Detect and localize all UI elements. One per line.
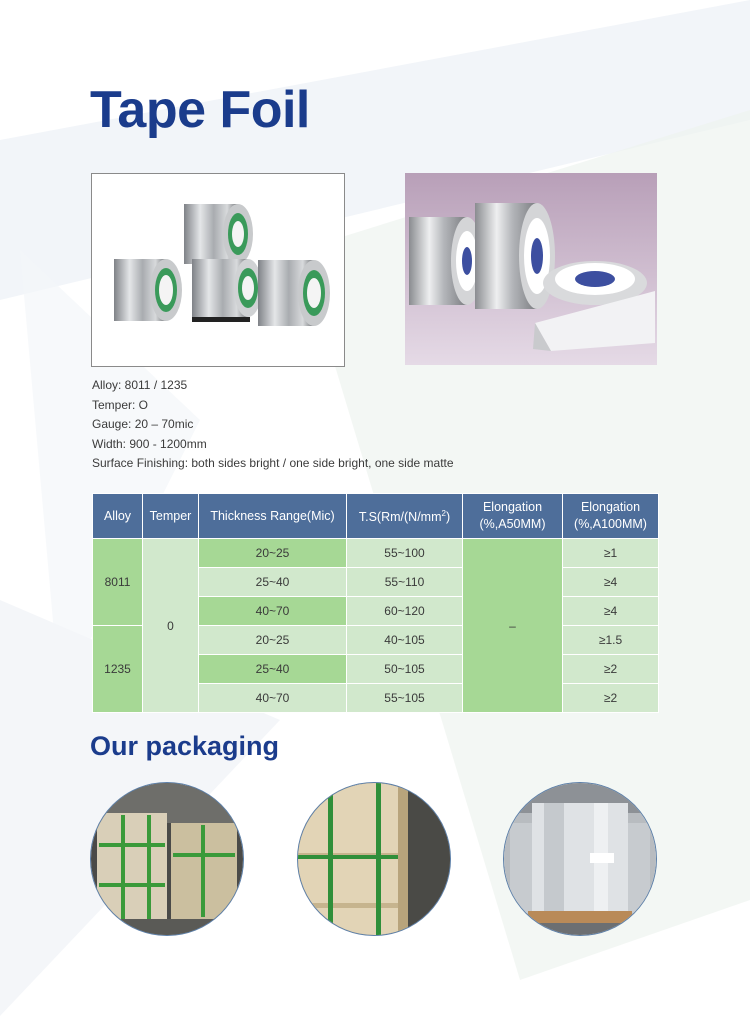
header-ts-sup: 2 — [441, 509, 446, 519]
cell-thickness: 40~70 — [199, 597, 347, 626]
cell-thickness: 20~25 — [199, 539, 347, 568]
header-alloy: Alloy — [93, 494, 143, 539]
cell-ts: 55~100 — [347, 539, 463, 568]
header-elong50-line2: (%,A50MM) — [479, 517, 546, 531]
cell-elongation-a100: ≥2 — [563, 655, 659, 684]
spec-gauge: Gauge: 20 – 70mic — [92, 417, 194, 431]
cell-elongation-a50: – — [463, 539, 563, 713]
cell-ts: 55~110 — [347, 568, 463, 597]
header-thickness: Thickness Range(Mic) — [199, 494, 347, 539]
cell-elongation-a100: ≥4 — [563, 597, 659, 626]
header-elong50-line1: Elongation — [482, 500, 543, 514]
cell-alloy-8011: 8011 — [93, 539, 143, 626]
table-row — [93, 539, 659, 568]
tape-foil-photo-rolls — [91, 173, 345, 367]
spec-table — [92, 493, 659, 713]
cell-alloy-1235: 1235 — [93, 626, 143, 713]
cell-ts: 60~120 — [347, 597, 463, 626]
page-title: Tape Foil — [90, 81, 310, 139]
header-ts-end: ) — [445, 510, 451, 525]
spec-surface-finishing: Surface Finishing: both sides bright / one side bright, one side matte — [92, 456, 454, 470]
tape-foil-photo-closeup — [405, 173, 657, 365]
cell-elongation-a100: ≥4 — [563, 568, 659, 597]
cell-thickness: 20~25 — [199, 626, 347, 655]
spec-list — [92, 376, 454, 474]
packaging-photo-crates — [90, 782, 244, 936]
table-header-row — [93, 494, 659, 539]
cell-temper: 0 — [143, 539, 199, 713]
cell-thickness: 25~40 — [199, 568, 347, 597]
cell-ts: 55~105 — [347, 684, 463, 713]
cell-elongation-a100: ≥1 — [563, 539, 659, 568]
cell-elongation-a100: ≥2 — [563, 684, 659, 713]
spec-temper: Temper: O — [92, 397, 149, 412]
spec-width: Width: 900 - 1200mm — [92, 436, 207, 451]
header-elongation-a100 — [563, 494, 659, 539]
header-elong100-line2: (%,A100MM) — [574, 517, 647, 531]
packaging-photo-coils — [503, 782, 657, 936]
header-tensile-strength — [347, 494, 463, 539]
spec-alloy: Alloy: 8011 / 1235 — [92, 378, 188, 392]
cell-elongation-a100: ≥1.5 — [563, 626, 659, 655]
packaging-photo-wooden-case — [297, 782, 451, 936]
header-ts-text: T.S(Rm/(N/mm — [358, 510, 442, 525]
cell-ts: 50~105 — [347, 655, 463, 684]
header-temper: Temper — [143, 494, 199, 539]
cell-thickness: 40~70 — [199, 684, 347, 713]
cell-thickness: 25~40 — [199, 655, 347, 684]
cell-ts: 40~105 — [347, 626, 463, 655]
packaging-heading: Our packaging — [90, 731, 280, 761]
header-elongation-a50 — [463, 494, 563, 539]
header-elong100-line1: Elongation — [580, 500, 641, 514]
